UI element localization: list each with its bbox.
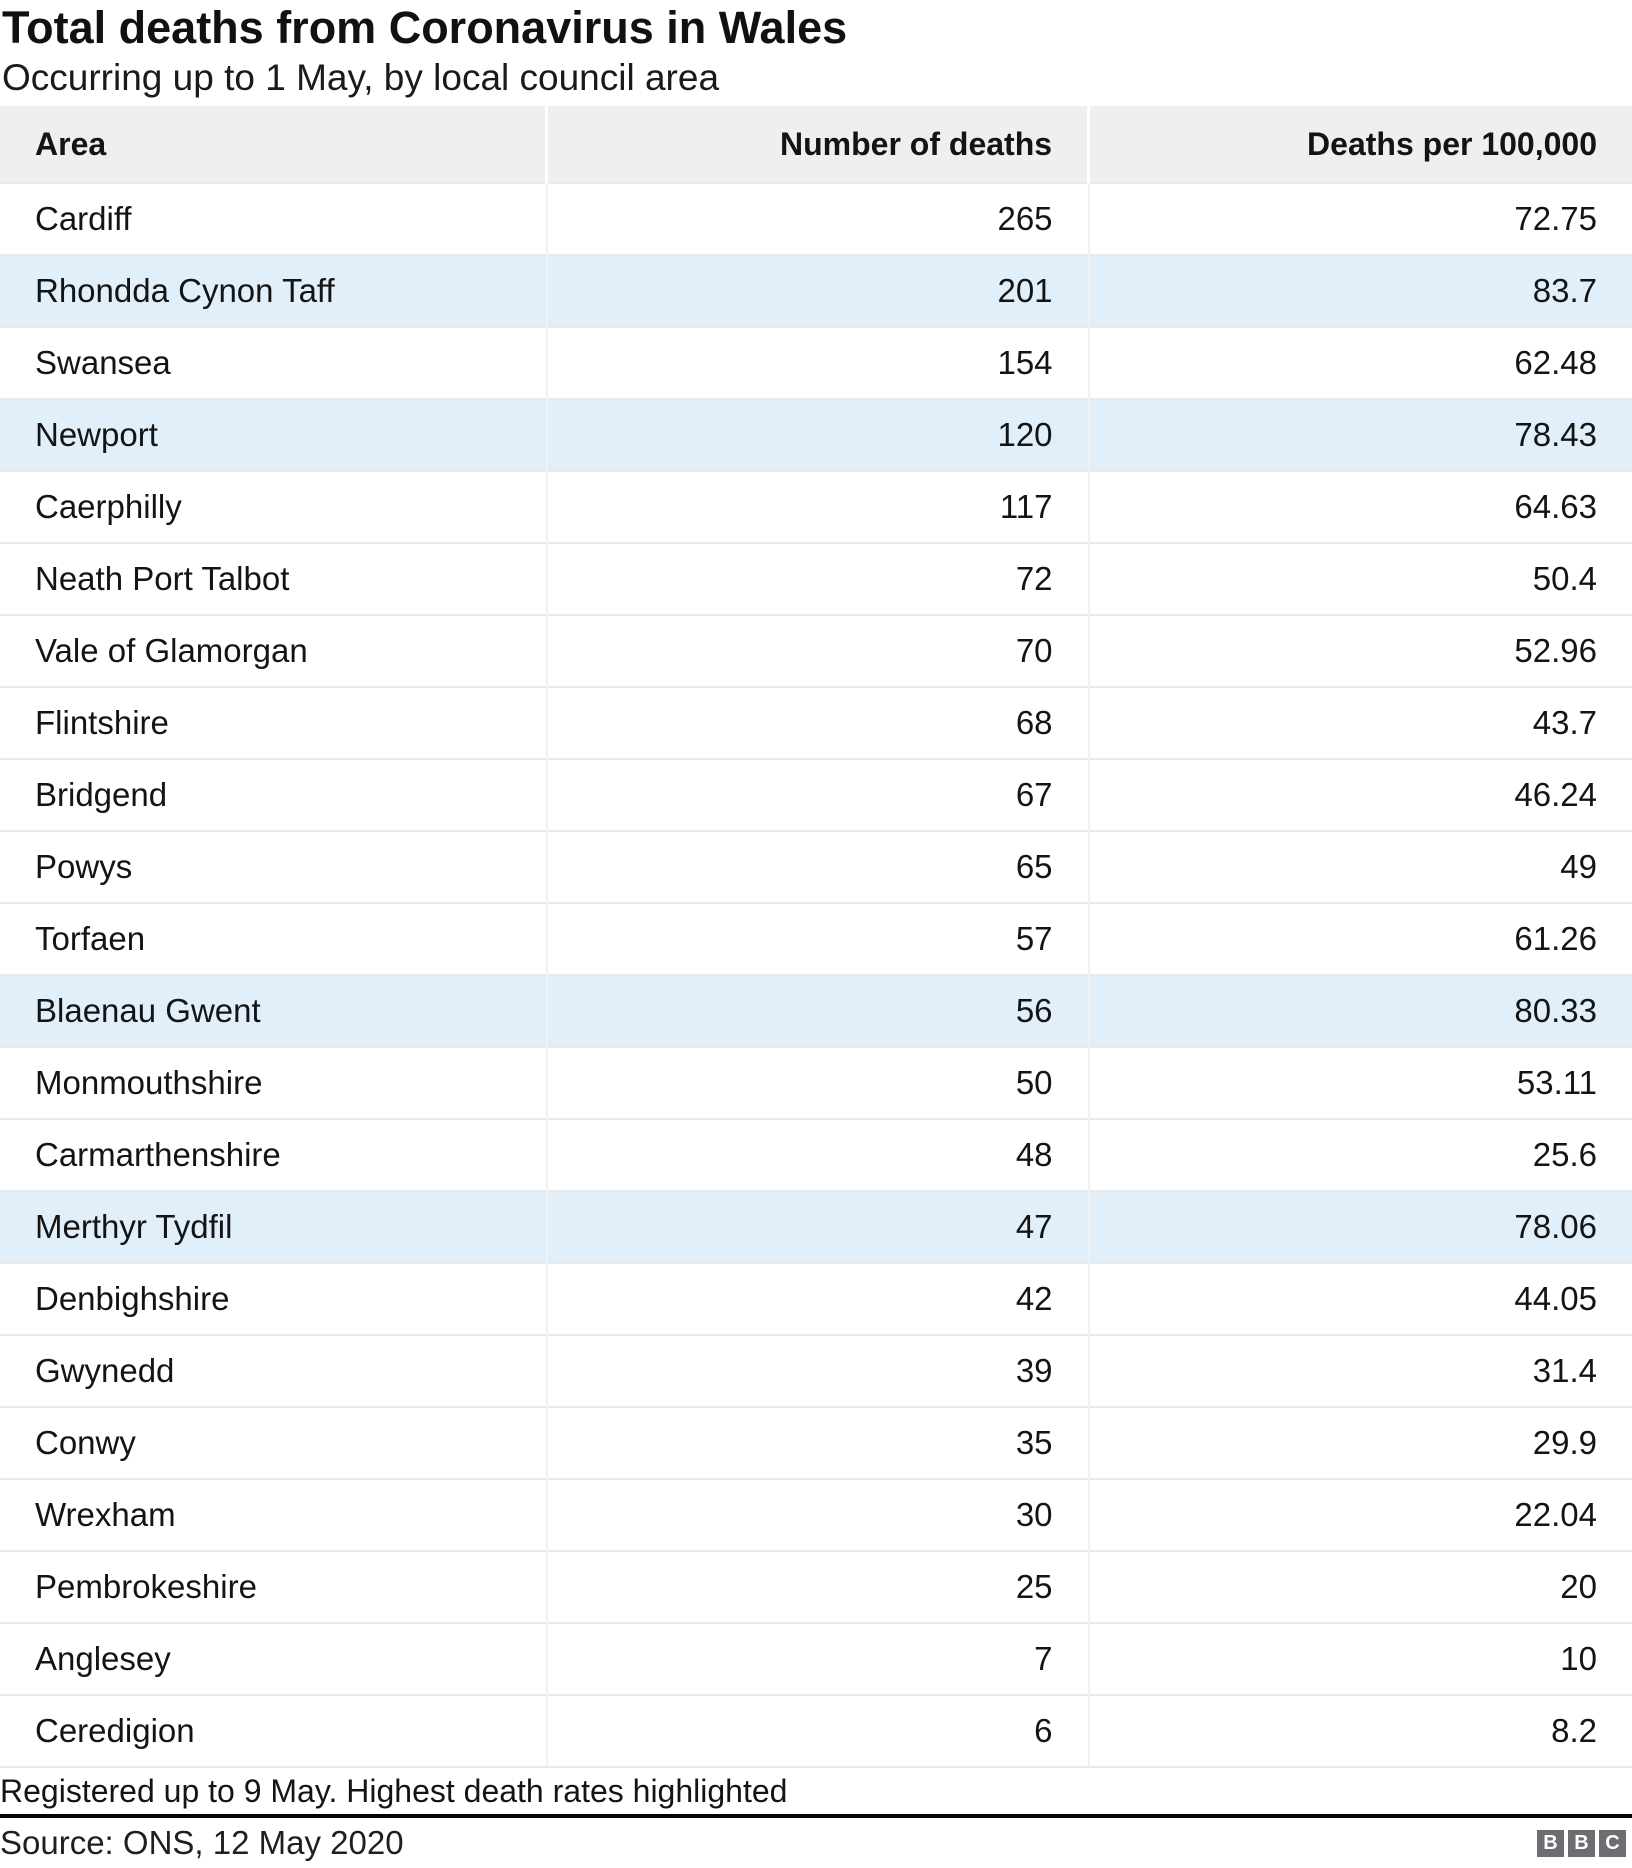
area-cell: Anglesey (0, 1623, 547, 1695)
rate-cell: 22.04 (1089, 1479, 1632, 1551)
deaths-cell: 39 (547, 1335, 1089, 1407)
rate-cell: 83.7 (1089, 255, 1632, 327)
area-cell: Ceredigion (0, 1695, 547, 1767)
deaths-cell: 67 (547, 759, 1089, 831)
rate-cell: 20 (1089, 1551, 1632, 1623)
area-cell: Flintshire (0, 687, 547, 759)
table-row (0, 831, 1632, 903)
deaths-cell: 48 (547, 1119, 1089, 1191)
table-row (0, 759, 1632, 831)
table-body (0, 183, 1632, 1767)
footnote: Registered up to 9 May. Highest death rates highlighted (0, 1773, 788, 1809)
rate-cell: 46.24 (1089, 759, 1632, 831)
area-cell: Powys (0, 831, 547, 903)
page-subtitle: Occurring up to 1 May, by local council area (2, 57, 720, 98)
area-cell: Torfaen (0, 903, 547, 975)
deaths-cell: 201 (547, 255, 1089, 327)
rate-cell: 53.11 (1089, 1047, 1632, 1119)
column-header-rate: Deaths per 100,000 (1089, 106, 1632, 183)
area-cell: Neath Port Talbot (0, 543, 547, 615)
table-row (0, 255, 1632, 327)
bbc-logo-letter: B (1568, 1830, 1595, 1857)
deaths-cell: 30 (547, 1479, 1089, 1551)
deaths-cell: 154 (547, 327, 1089, 399)
rate-cell: 25.6 (1089, 1119, 1632, 1191)
area-cell: Carmarthenshire (0, 1119, 547, 1191)
area-cell: Newport (0, 399, 547, 471)
rate-cell: 61.26 (1089, 903, 1632, 975)
rate-cell: 62.48 (1089, 327, 1632, 399)
table-row (0, 1191, 1632, 1263)
page-title: Total deaths from Coronavirus in Wales (2, 2, 848, 53)
deaths-cell: 6 (547, 1695, 1089, 1767)
rate-cell: 52.96 (1089, 615, 1632, 687)
table-header-row (0, 106, 1632, 183)
rate-cell: 78.06 (1089, 1191, 1632, 1263)
area-cell: Denbighshire (0, 1263, 547, 1335)
area-cell: Cardiff (0, 183, 547, 255)
deaths-cell: 72 (547, 543, 1089, 615)
rate-cell: 72.75 (1089, 183, 1632, 255)
table-row (0, 399, 1632, 471)
rate-cell: 29.9 (1089, 1407, 1632, 1479)
table-row (0, 1407, 1632, 1479)
rate-cell: 50.4 (1089, 543, 1632, 615)
table-row (0, 1695, 1632, 1767)
table-row (0, 1479, 1632, 1551)
area-cell: Swansea (0, 327, 547, 399)
table-row (0, 471, 1632, 543)
deaths-cell: 42 (547, 1263, 1089, 1335)
deaths-table (0, 106, 1632, 1768)
area-cell: Bridgend (0, 759, 547, 831)
area-cell: Merthyr Tydfil (0, 1191, 547, 1263)
rate-cell: 44.05 (1089, 1263, 1632, 1335)
table-row (0, 1623, 1632, 1695)
column-header-deaths: Number of deaths (547, 106, 1089, 183)
table-row (0, 903, 1632, 975)
source-text: Source: ONS, 12 May 2020 (0, 1824, 404, 1861)
deaths-cell: 70 (547, 615, 1089, 687)
area-cell: Blaenau Gwent (0, 975, 547, 1047)
bbc-logo-letter: C (1599, 1830, 1626, 1857)
deaths-cell: 56 (547, 975, 1089, 1047)
column-header-area: Area (0, 106, 547, 183)
table-row (0, 615, 1632, 687)
area-cell: Pembrokeshire (0, 1551, 547, 1623)
deaths-cell: 265 (547, 183, 1089, 255)
rate-cell: 64.63 (1089, 471, 1632, 543)
footer-bar (0, 1818, 1632, 1862)
area-cell: Wrexham (0, 1479, 547, 1551)
deaths-cell: 117 (547, 471, 1089, 543)
table-row (0, 1263, 1632, 1335)
rate-cell: 43.7 (1089, 687, 1632, 759)
rate-cell: 49 (1089, 831, 1632, 903)
area-cell: Monmouthshire (0, 1047, 547, 1119)
bbc-logo-letter: B (1537, 1830, 1564, 1857)
deaths-cell: 65 (547, 831, 1089, 903)
deaths-cell: 57 (547, 903, 1089, 975)
table-row (0, 183, 1632, 255)
bbc-logo (1537, 1830, 1626, 1857)
deaths-cell: 7 (547, 1623, 1089, 1695)
area-cell: Conwy (0, 1407, 547, 1479)
area-cell: Gwynedd (0, 1335, 547, 1407)
deaths-cell: 68 (547, 687, 1089, 759)
table-row (0, 1119, 1632, 1191)
area-cell: Vale of Glamorgan (0, 615, 547, 687)
area-cell: Caerphilly (0, 471, 547, 543)
rate-cell: 80.33 (1089, 975, 1632, 1047)
table-row (0, 543, 1632, 615)
rate-cell: 8.2 (1089, 1695, 1632, 1767)
table-row (0, 1335, 1632, 1407)
table-row (0, 975, 1632, 1047)
deaths-cell: 50 (547, 1047, 1089, 1119)
deaths-cell: 35 (547, 1407, 1089, 1479)
rate-cell: 10 (1089, 1623, 1632, 1695)
table-row (0, 1551, 1632, 1623)
deaths-cell: 120 (547, 399, 1089, 471)
table-row (0, 1047, 1632, 1119)
area-cell: Rhondda Cynon Taff (0, 255, 547, 327)
deaths-cell: 25 (547, 1551, 1089, 1623)
table-row (0, 327, 1632, 399)
rate-cell: 78.43 (1089, 399, 1632, 471)
table-row (0, 687, 1632, 759)
rate-cell: 31.4 (1089, 1335, 1632, 1407)
deaths-cell: 47 (547, 1191, 1089, 1263)
